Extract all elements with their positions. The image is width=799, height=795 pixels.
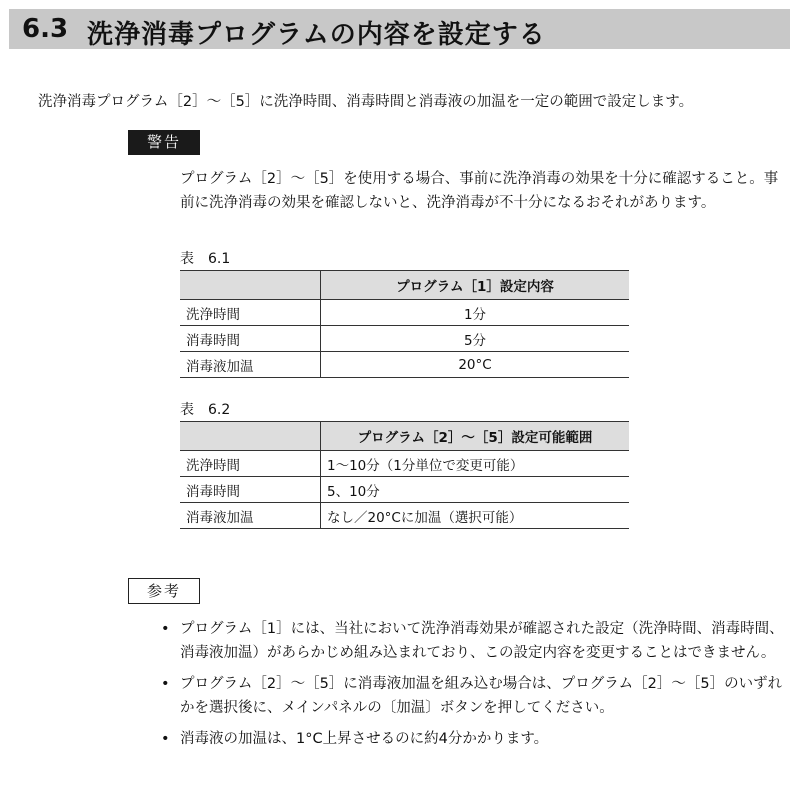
row-value: 1～10分（1分単位で変更可能） [321,451,630,477]
section-number: 6.3 [22,14,69,44]
table-row [180,503,629,529]
table-header-blank [180,271,321,300]
table-row [180,326,629,352]
warning-text: プログラム［2］～［5］を使用する場合、事前に洗浄消毒の効果を十分に確認すること。事前に洗浄消毒の効果を確認しないと、洗浄消毒が不十分になるおそれがあります。 [180,171,779,211]
intro-paragraph: 洗浄消毒プログラム［2］～［5］に洗浄時間、消毒時間と消毒液の加温を一定の範囲で設定します。 [38,94,694,110]
row-label: 消毒時間 [180,326,321,352]
table-row [180,300,629,326]
row-value: なし／20°Cに加温（選択可能） [321,503,630,529]
table-row [180,451,629,477]
section-title: 洗浄消毒プログラムの内容を設定する [87,20,546,50]
warning-label: 警告 [128,130,200,155]
bullet: • [161,676,170,692]
list-item [158,673,788,720]
row-value: 5、10分 [321,477,630,503]
row-label: 洗浄時間 [180,300,321,326]
note-text: プログラム［2］～［5］に消毒液加温を組み込む場合は、プログラム［2］～［5］のいずれかを選択後に、メインパネルの〔加温〕ボタンを押してください。 [180,676,783,716]
note-text: 消毒液の加温は、1°C上昇させるのに約4分かかります。 [180,731,549,747]
table-program-2-5 [180,421,629,529]
table-row [180,477,629,503]
table-row [180,352,629,378]
table-header-blank [180,422,321,451]
note-text: プログラム［1］には、当社において洗浄消毒効果が確認された設定（洗浄時間、消毒時間、消毒液加温）があらかじめ組み込まれており、この設定内容を変更することはできません。 [180,621,784,661]
row-value: 5分 [321,326,630,352]
bullet: • [161,731,170,747]
table-header: プログラム［1］設定内容 [321,271,630,300]
table1-caption: 表 6.1 [180,251,231,267]
row-label: 消毒時間 [180,477,321,503]
list-item [158,618,788,665]
table2-caption: 表 6.2 [180,402,231,418]
reference-label: 参考 [128,578,200,604]
table-header: プログラム［2］～［5］設定可能範囲 [321,422,630,451]
row-value: 20°C [321,352,630,378]
bullet: • [161,621,170,637]
row-label: 消毒液加温 [180,352,321,378]
list-item [158,728,788,752]
row-value: 1分 [321,300,630,326]
row-label: 消毒液加温 [180,503,321,529]
table-program-1 [180,270,629,378]
section-title-bar [9,9,790,49]
reference-list [158,618,788,760]
row-label: 洗浄時間 [180,451,321,477]
